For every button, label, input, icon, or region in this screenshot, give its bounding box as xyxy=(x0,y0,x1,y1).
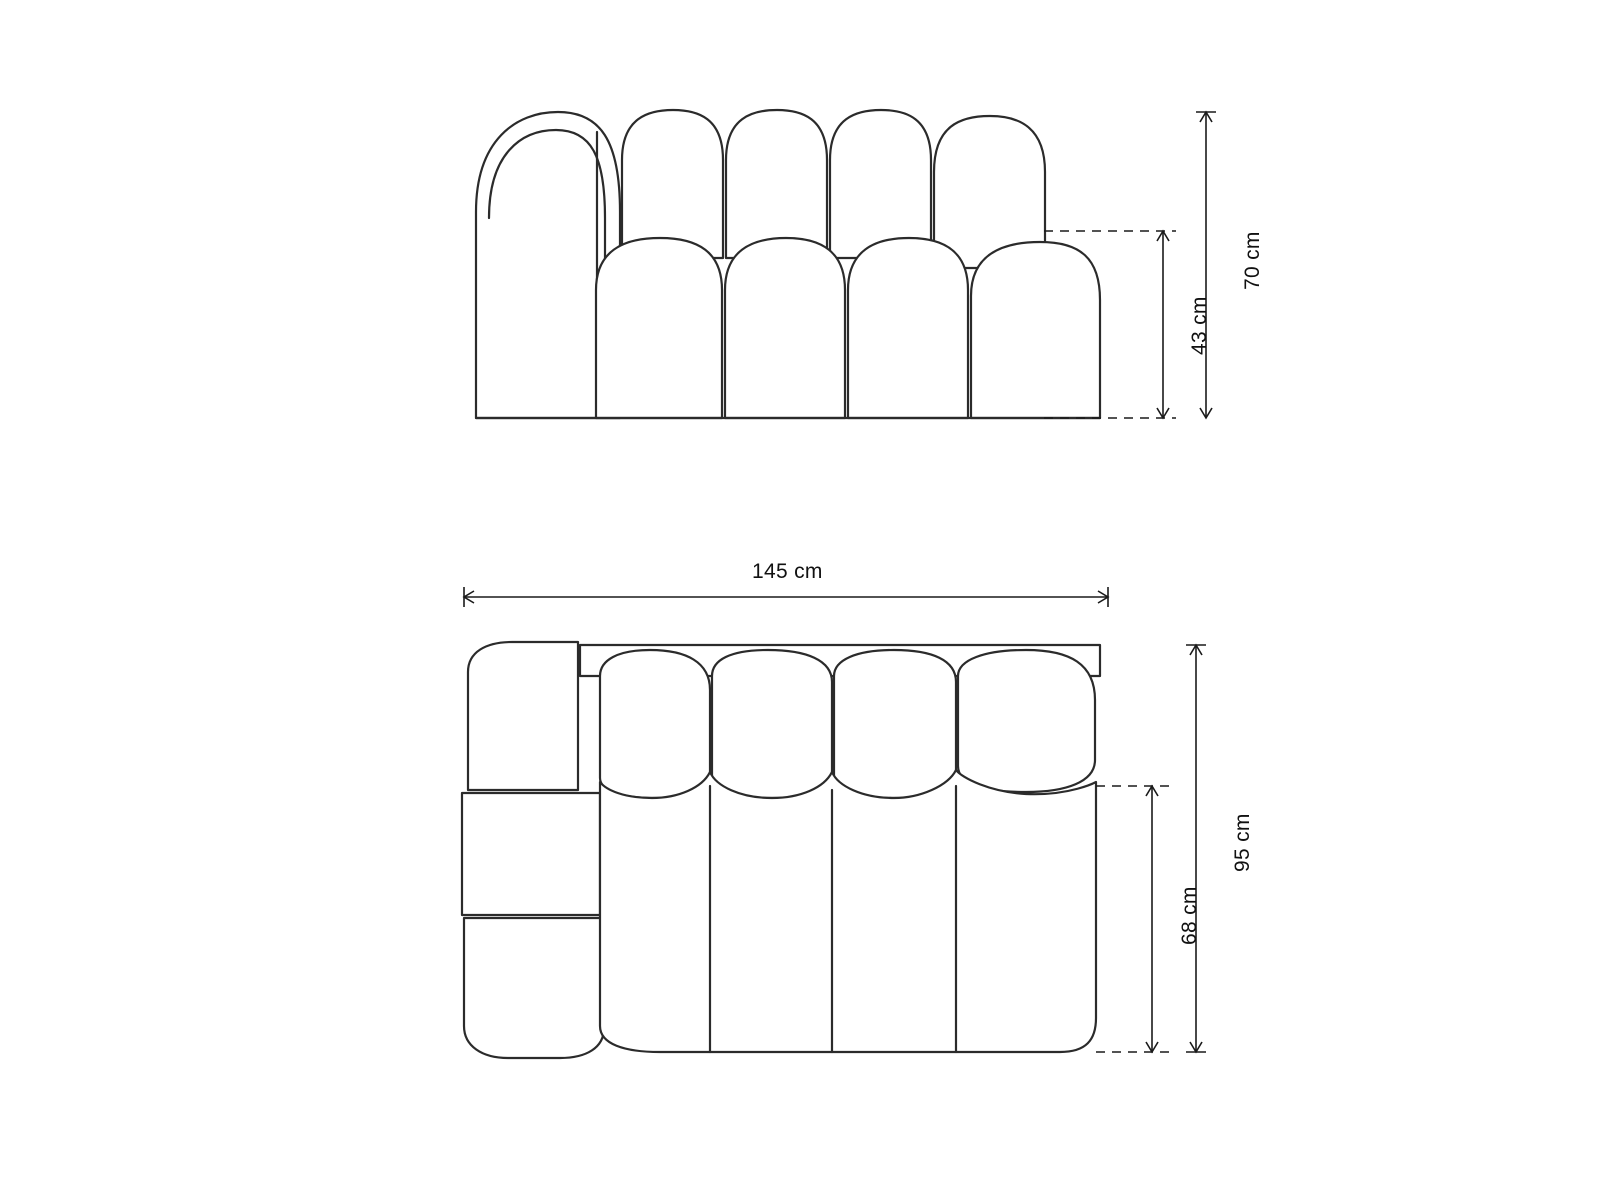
label-seat-depth-68: 68 cm xyxy=(1178,886,1201,945)
seat-cushion-2 xyxy=(725,238,845,418)
backrest-cushion-1 xyxy=(622,110,723,258)
seat-cushion-1 xyxy=(596,238,722,418)
seat-cushion-3 xyxy=(848,238,968,418)
plan-seat-cushion-3 xyxy=(834,650,956,798)
plan-seat-cushion-1 xyxy=(600,650,710,798)
seat-cushion-4 xyxy=(971,242,1100,418)
plan-armrest-pad-2 xyxy=(462,793,600,915)
plan-seat-cushion-4 xyxy=(958,650,1095,792)
plan-armrest-pad-3 xyxy=(464,918,604,1058)
top-plan-view xyxy=(462,587,1206,1058)
plan-armrest-pad-1 xyxy=(468,642,578,790)
label-height-70: 70 cm xyxy=(1241,231,1264,290)
label-width-145: 145 cm xyxy=(752,560,823,583)
backrest-cushion-2 xyxy=(726,110,827,258)
plan-seat-cushion-2 xyxy=(712,650,832,798)
front-elevation-view xyxy=(476,110,1216,418)
plan-seat-body xyxy=(600,770,1096,1052)
label-depth-95: 95 cm xyxy=(1231,813,1254,872)
label-seat-height-43: 43 cm xyxy=(1188,296,1211,355)
backrest-cushion-3 xyxy=(830,110,931,258)
